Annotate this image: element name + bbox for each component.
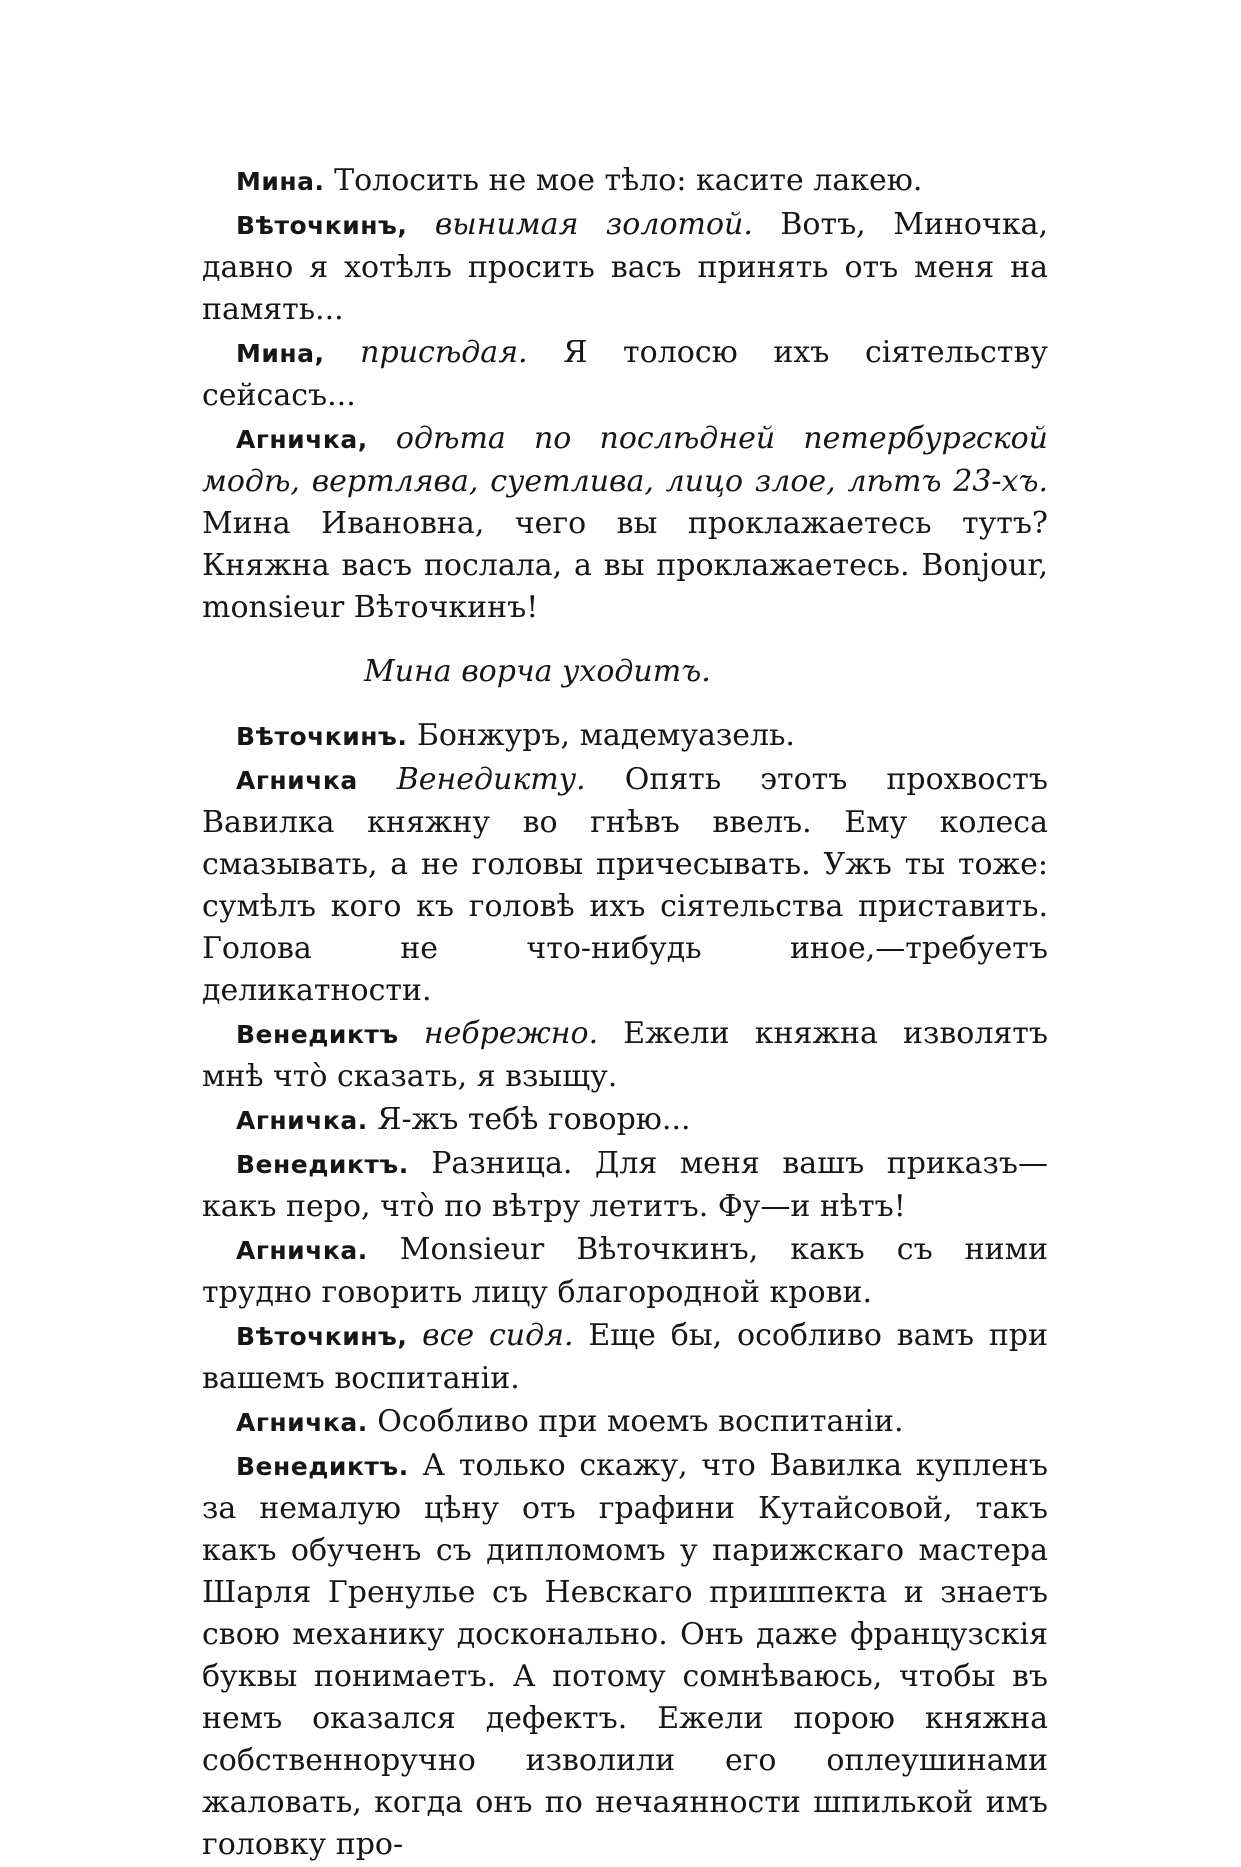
speaker-name: Агничка,: [236, 425, 368, 454]
paragraph: [202, 1445, 1048, 1866]
paragraph: [202, 1143, 1048, 1228]
dialogue-text: Особливо при моемъ воспитаніи.: [377, 1404, 904, 1439]
paragraph: [202, 759, 1048, 1012]
stage-direction-inline: все сидя.: [422, 1318, 574, 1353]
dialogue-text: Мина Ивановна, чего вы проклажаетесь тутъ? Княжна васъ послала, а вы проклажаетесь. Bonjour, monsieur Вѣточкинъ!: [202, 506, 1048, 625]
speaker-name: Мина,: [236, 339, 325, 368]
paragraph: [202, 1013, 1048, 1098]
dialogue-text: А только скажу, что Вавилка купленъ за немалую цѣну отъ графини Кутайсовой, такъ какъ обученъ съ дипломомъ у парижскаго мастера Шарля Гренулье съ Невскаго пришпекта и знаетъ свою механику досконально. Онъ даже французскія буквы понимаетъ. А потому сомнѣваюсь, чтобы въ немъ оказался дефектъ. Ежели порою княжна собственноручно изволили его оплеушинами жаловать, когда онъ по нечаянности шпилькой имъ головку про-: [202, 1448, 1048, 1862]
paragraph: [202, 1401, 1048, 1444]
speaker-name: Венедиктъ.: [236, 1150, 409, 1179]
page-text: [202, 160, 1048, 1867]
paragraph: [202, 418, 1048, 629]
stage-direction-inline: одѣта по послѣдней петербургской модѣ, вертлява, суетлива, лицо злое, лѣтъ 23-хъ.: [202, 421, 1048, 499]
dialogue-text: Разница. Для меня вашъ приказъ—какъ перо, что̀ по вѣтру летитъ. Фу—и нѣтъ!: [202, 1146, 1048, 1224]
dialogue-text: Бонжуръ, мадемуазель.: [416, 718, 795, 753]
paragraph: [202, 1099, 1048, 1142]
dialogue-text: Monsieur Вѣточкинъ, какъ съ ними трудно говорить лицу благородной крови.: [202, 1232, 1048, 1310]
dialogue-text: Еще бы, особливо вамъ при вашемъ воспитаніи.: [202, 1318, 1049, 1396]
speaker-name: Венедиктъ.: [236, 1452, 409, 1481]
speaker-name: Венедиктъ: [236, 1020, 399, 1049]
speaker-name: Мина.: [236, 167, 325, 196]
dialogue-text: Толосить не мое тѣло: каситe лакею.: [334, 163, 923, 198]
stage-direction-inline: присѣдая.: [360, 335, 528, 370]
paragraph: [202, 332, 1048, 417]
paragraph: [202, 1315, 1048, 1400]
stage-direction-inline: небрежно.: [423, 1016, 599, 1051]
speaker-name: Агничка.: [236, 1408, 368, 1437]
stage-direction-inline: Венедикту.: [396, 762, 586, 797]
dialogue-text: Вотъ, Миночка, давно я хотѣлъ просить васъ принять отъ меня на память...: [202, 207, 1048, 327]
paragraph: [202, 160, 1048, 203]
dialogue-text: Я-жъ тебѣ говорю...: [377, 1102, 691, 1137]
speaker-name: Агничка.: [236, 1236, 368, 1265]
stage-direction: Мина ворча уходитъ.: [364, 654, 711, 689]
dialogue-text: Я толосю ихъ сіятельству сейсасъ...: [202, 335, 1048, 413]
stage-direction-inline: вынимая золотой.: [434, 207, 753, 242]
speaker-name: Вѣточкинъ,: [236, 211, 408, 240]
speaker-name: Агничка.: [236, 1106, 368, 1135]
dialogue-text: Опять этотъ прохвостъ Вавилка княжну во гнѣвъ ввелъ. Ему колеса смазывать, а не головы причесывать. Ужъ ты тоже: сумѣлъ кого къ головѣ ихъ сіятельства приставить. Голова не что-нибудь иное,—требуетъ деликатности.: [202, 762, 1048, 1008]
paragraph: [202, 715, 1048, 758]
paragraph: [202, 204, 1048, 331]
dialogue-text: Ежели княжна изволятъ мнѣ что̀ сказать, я взыщу.: [202, 1016, 1048, 1094]
speaker-name: Вѣточкинъ.: [236, 722, 408, 751]
speaker-name: Агничка: [236, 766, 358, 795]
paragraph: [202, 1229, 1048, 1314]
speaker-name: Вѣточкинъ,: [236, 1322, 408, 1351]
